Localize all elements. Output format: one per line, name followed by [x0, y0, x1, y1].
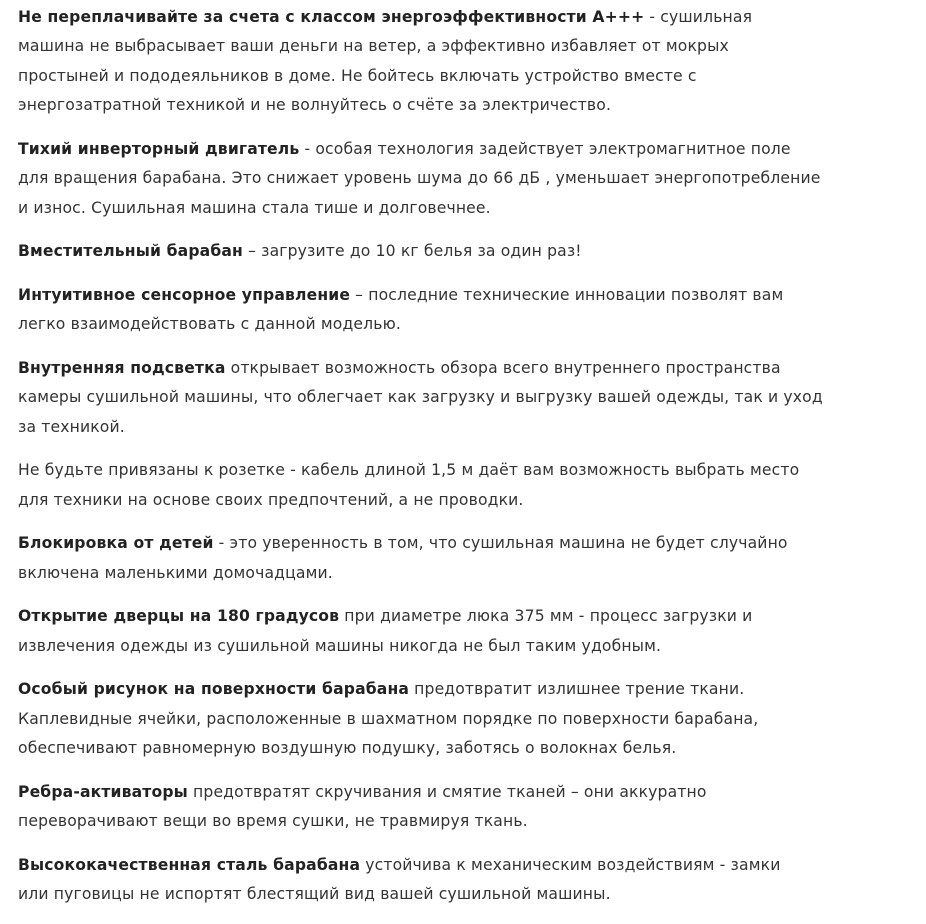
- feature-title: Блокировка от детей: [18, 534, 214, 553]
- paragraph-line: Тихий инверторный двигатель - особая технология задействует электромагнитное поле: [18, 139, 791, 158]
- paragraph-line: Внутренняя подсветка открывает возможность обзора всего внутреннего пространства: [18, 358, 781, 377]
- paragraph-activator-ribs: [18, 778, 918, 837]
- feature-title: Вместительный барабан: [18, 242, 243, 261]
- paragraph-line: переворачивают вещи во время сушки, не травмируя ткань.: [18, 812, 528, 831]
- feature-title: Тихий инверторный двигатель: [18, 139, 300, 158]
- paragraph-line: Высококачественная сталь барабана устойчива к механическим воздействиям - замки: [18, 855, 781, 874]
- paragraph-line: Открытие дверцы на 180 градусов при диаметре люка 375 мм - процесс загрузки и: [18, 607, 753, 626]
- feature-title: Внутренняя подсветка: [18, 358, 226, 377]
- paragraph-line: Не переплачивайте за счета с классом энергоэффективности А+++ - сушильная: [18, 8, 753, 26]
- paragraph-inverter-motor: [18, 135, 918, 223]
- paragraph-line: Особый рисунок на поверхности барабана предотвратит излишнее трение ткани.: [18, 680, 745, 699]
- feature-title: Ребра-активаторы: [18, 782, 188, 801]
- paragraph-line: Интуитивное сенсорное управление – последние технические инновации позволят вам: [18, 285, 784, 304]
- paragraph-line: включена маленькими домочадцами.: [18, 563, 333, 582]
- paragraph-door-opening: [18, 602, 918, 661]
- feature-title: Не переплачивайте за счета с классом энергоэффективности А+++: [18, 8, 645, 26]
- paragraph-line: обеспечивают равномерную воздушную подушку, заботясь о волокнах белья.: [18, 739, 677, 758]
- paragraph-drum-steel: [18, 851, 918, 910]
- paragraph-line: легко взаимодействовать с данной моделью.: [18, 315, 401, 334]
- paragraph-line: для вращения барабана. Это снижает уровень шума до 66 дБ , уменьшает энергопотребление: [18, 169, 821, 188]
- paragraph-line: камеры сушильной машины, что облегчает как загрузку и выгрузку вашей одежды, так и уход: [18, 388, 823, 407]
- paragraph-line: или пуговицы не испортят блестящий вид вашей сушильной машины.: [18, 885, 611, 904]
- paragraph-drum-pattern: [18, 675, 918, 763]
- paragraph-line: за техникой.: [18, 417, 125, 436]
- product-description: [18, 3, 918, 924]
- feature-title: Открытие дверцы на 180 градусов: [18, 607, 340, 626]
- paragraph-interior-light: [18, 354, 918, 442]
- paragraph-line: Блокировка от детей - это уверенность в том, что сушильная машина не будет случайно: [18, 534, 788, 553]
- paragraph-drum-capacity: [18, 237, 918, 266]
- paragraph-line: Не будьте привязаны к розетке - кабель длиной 1,5 м даёт вам возможность выбрать место: [18, 461, 800, 480]
- paragraph-line: для техники на основе своих предпочтений, а не проводки.: [18, 490, 524, 509]
- paragraph-cable-length: [18, 456, 918, 515]
- paragraph-line: машина не выбрасывает ваши деньги на ветер, а эффективно избавляет от мокрых: [18, 37, 729, 56]
- paragraph-energy-class: [18, 3, 918, 121]
- paragraph-line: и износ. Сушильная машина стала тише и долговечнее.: [18, 198, 491, 217]
- paragraph-child-lock: [18, 529, 918, 588]
- paragraph-line: Вместительный барабан – загрузите до 10 кг белья за один раз!: [18, 242, 582, 261]
- paragraph-line: простыней и пододеяльников в доме. Не бойтесь включать устройство вместе с: [18, 66, 697, 85]
- feature-title: Особый рисунок на поверхности барабана: [18, 680, 410, 699]
- paragraph-line: извлечения одежды из сушильной машины никогда не был таким удобным.: [18, 636, 662, 655]
- paragraph-line: Каплевидные ячейки, расположенные в шахматном порядке по поверхности барабана,: [18, 709, 759, 728]
- feature-title: Высококачественная сталь барабана: [18, 855, 361, 874]
- paragraph-line: Ребра-активаторы предотвратят скручивания и смятие тканей – они аккуратно: [18, 782, 707, 801]
- feature-title: Интуитивное сенсорное управление: [18, 285, 351, 304]
- paragraph-line: энергозатратной техникой и не волнуйтесь о счёте за электричество.: [18, 96, 612, 115]
- paragraph-touch-control: [18, 281, 918, 340]
